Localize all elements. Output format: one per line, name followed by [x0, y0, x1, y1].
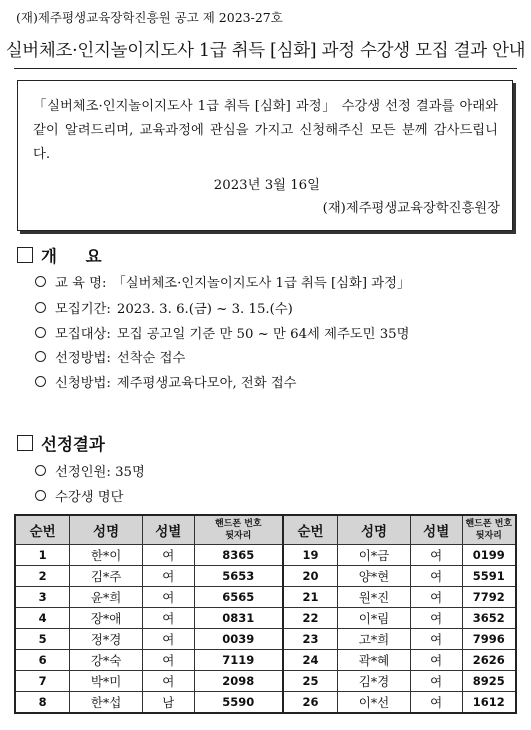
cell-phone: 3652 — [462, 608, 516, 629]
overview-item-value: 선착순 접수 — [116, 351, 186, 366]
cell-no: 1 — [15, 545, 70, 566]
cell-phone: 5653 — [194, 566, 283, 587]
cell-sex: 여 — [142, 545, 194, 566]
cell-name: 강*숙 — [70, 650, 143, 671]
cell-sex: 여 — [142, 587, 194, 608]
cell-no: 20 — [283, 566, 338, 587]
square-bullet-icon — [17, 435, 33, 451]
table-row — [15, 587, 516, 608]
cell-name: 한*섭 — [70, 692, 143, 714]
results-heading-label: 선정결과 — [41, 435, 105, 454]
cell-no: 6 — [15, 650, 70, 671]
cell-sex: 여 — [410, 671, 462, 692]
cell-name: 김*주 — [70, 566, 143, 587]
overview-heading — [17, 243, 102, 267]
overview-item-target — [35, 323, 409, 342]
cell-name: 정*경 — [70, 629, 143, 650]
results-item-count — [35, 461, 145, 480]
circle-bullet-icon — [35, 351, 46, 362]
cell-name: 원*진 — [338, 587, 411, 608]
overview-item-selection — [35, 347, 185, 366]
overview-item-period — [35, 298, 293, 317]
cell-phone: 8365 — [194, 545, 283, 566]
cell-sex: 여 — [142, 671, 194, 692]
cell-phone: 1612 — [462, 692, 516, 714]
table-row — [15, 608, 516, 629]
cell-phone: 5591 — [462, 566, 516, 587]
overview-item-key: 모집대상: — [55, 327, 111, 342]
cell-phone: 6565 — [194, 587, 283, 608]
cell-phone: 0039 — [194, 629, 283, 650]
cell-no: 22 — [283, 608, 338, 629]
cell-phone: 5590 — [194, 692, 283, 714]
column-header-phone — [462, 515, 516, 545]
cell-phone: 7996 — [462, 629, 516, 650]
cell-sex: 여 — [410, 545, 462, 566]
circle-bullet-icon — [35, 302, 46, 313]
cell-sex: 여 — [142, 566, 194, 587]
cell-name: 이*금 — [338, 545, 411, 566]
roster-header-row — [15, 515, 516, 545]
cell-name: 곽*혜 — [338, 650, 411, 671]
issuer-signature: (재)제주평생교육장학진흥원장 — [322, 201, 500, 216]
document-title: 실버체조·인지놀이지도사 1급 취득 [심화] 과정 수강생 모집 결과 안내 — [5, 41, 526, 61]
cell-phone: 7792 — [462, 587, 516, 608]
column-header-sex: 성별 — [410, 515, 462, 545]
cell-name: 이*선 — [338, 692, 411, 714]
cell-sex: 여 — [410, 692, 462, 714]
overview-item-course — [35, 272, 410, 291]
cell-sex: 남 — [142, 692, 194, 714]
column-header-no: 순번 — [15, 515, 70, 545]
overview-item-key: 교 육 명: — [55, 276, 107, 291]
announcement-date: 2023년 3월 16일 — [213, 178, 320, 193]
circle-bullet-icon — [35, 465, 46, 476]
overview-item-key: 선정방법: — [55, 351, 111, 366]
overview-heading-label: 개 요 — [41, 247, 102, 266]
cell-no: 5 — [15, 629, 70, 650]
cell-phone: 7119 — [194, 650, 283, 671]
title-divider — [14, 68, 517, 69]
cell-name: 한*이 — [70, 545, 143, 566]
intro-text: 「실버체조·인지놀이지도사 1급 취득 [심화] 과정」 수강생 선정 결과를 아래와 같이 알려드리며, 교육과정에 관심을 가지고 신청해주신 모든 분께 감사드립니다. — [33, 99, 498, 162]
cell-sex: 여 — [410, 587, 462, 608]
table-row — [15, 566, 516, 587]
overview-item-key: 모집기간: — [55, 302, 111, 317]
cell-phone: 2098 — [194, 671, 283, 692]
table-row — [15, 692, 516, 714]
cell-no: 3 — [15, 587, 70, 608]
overview-item-value: 2023. 3. 6.(금) ~ 3. 15.(수) — [116, 302, 293, 317]
cell-name: 김*경 — [338, 671, 411, 692]
cell-name: 박*미 — [70, 671, 143, 692]
cell-name: 양*현 — [338, 566, 411, 587]
cell-no: 4 — [15, 608, 70, 629]
overview-item-application — [35, 372, 297, 391]
cell-no: 24 — [283, 650, 338, 671]
cell-phone: 2626 — [462, 650, 516, 671]
cell-no: 21 — [283, 587, 338, 608]
cell-no: 26 — [283, 692, 338, 714]
table-row — [15, 650, 516, 671]
cell-sex: 여 — [410, 608, 462, 629]
overview-item-value: 모집 공고일 기준 만 50 ~ 만 64세 제주도민 35명 — [116, 327, 410, 342]
cell-sex: 여 — [410, 629, 462, 650]
cell-sex: 여 — [142, 650, 194, 671]
cell-name: 고*희 — [338, 629, 411, 650]
cell-sex: 여 — [410, 566, 462, 587]
cell-no: 2 — [15, 566, 70, 587]
cell-sex: 여 — [142, 629, 194, 650]
cell-name: 이*림 — [338, 608, 411, 629]
table-row — [15, 545, 516, 566]
cell-sex: 여 — [142, 608, 194, 629]
cell-name: 윤*희 — [70, 587, 143, 608]
notice-number: (재)제주평생교육장학진흥원 공고 제 2023-27호 — [16, 10, 283, 25]
column-header-name: 성명 — [70, 515, 143, 545]
results-heading — [17, 431, 105, 455]
cell-no: 7 — [15, 671, 70, 692]
intro-box — [17, 80, 513, 231]
circle-bullet-icon — [35, 327, 46, 338]
phone-header-line1: 핸드폰 번호 — [214, 519, 262, 529]
table-row — [15, 629, 516, 650]
column-header-sex: 성별 — [142, 515, 194, 545]
results-item-text: 선정인원: 35명 — [55, 465, 145, 480]
results-item-text: 수강생 명단 — [55, 490, 124, 505]
overview-item-key: 신청방법: — [55, 376, 111, 391]
cell-no: 19 — [283, 545, 338, 566]
circle-bullet-icon — [35, 490, 46, 501]
phone-header-line2: 뒷자리 — [225, 531, 252, 541]
cell-phone: 0831 — [194, 608, 283, 629]
overview-item-value: 제주평생교육다모아, 전화 접수 — [116, 376, 297, 391]
cell-phone: 8925 — [462, 671, 516, 692]
cell-sex: 여 — [410, 650, 462, 671]
cell-no: 23 — [283, 629, 338, 650]
column-header-name: 성명 — [338, 515, 411, 545]
cell-name: 장*애 — [70, 608, 143, 629]
overview-item-value: 「실버체조·인지놀이지도사 1급 취득 [심화] 과정」 — [112, 276, 411, 291]
circle-bullet-icon — [35, 376, 46, 387]
cell-no: 8 — [15, 692, 70, 714]
phone-header-line2: 뒷자리 — [475, 531, 502, 541]
roster-table — [14, 514, 517, 714]
cell-phone: 0199 — [462, 545, 516, 566]
results-item-list — [35, 486, 123, 505]
circle-bullet-icon — [35, 276, 46, 287]
phone-header-line1: 핸드폰 번호 — [465, 519, 513, 529]
cell-no: 25 — [283, 671, 338, 692]
column-header-no: 순번 — [283, 515, 338, 545]
square-bullet-icon — [17, 247, 33, 263]
table-row — [15, 671, 516, 692]
column-header-phone — [194, 515, 283, 545]
